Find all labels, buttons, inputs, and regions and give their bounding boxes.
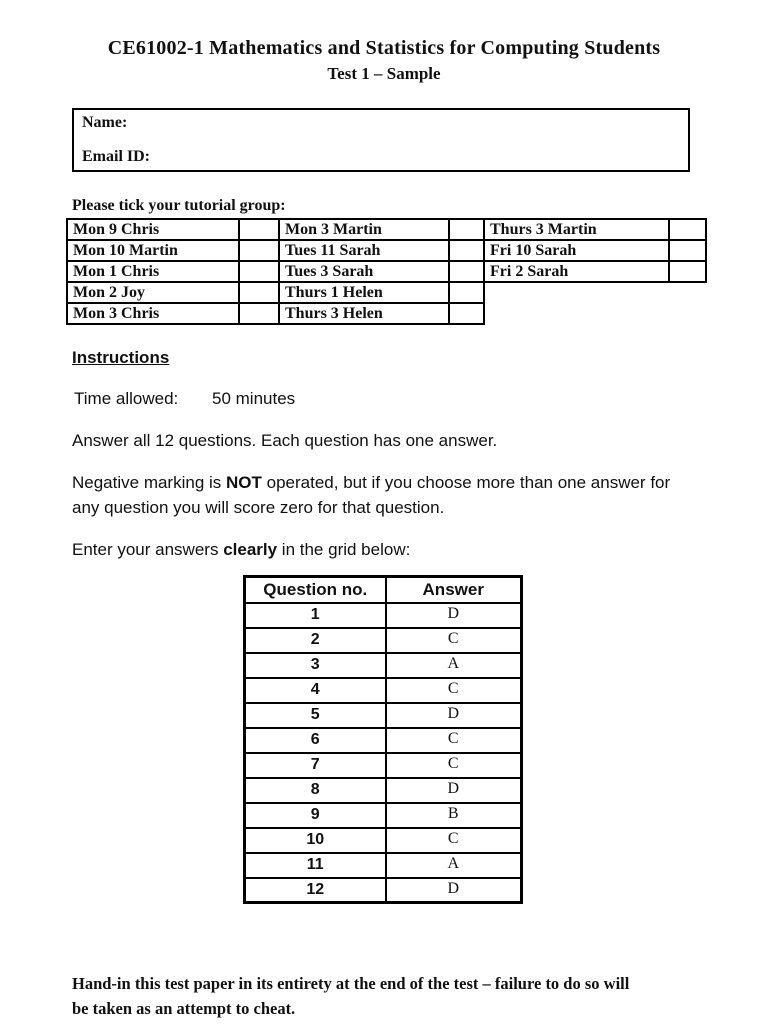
- tutorial-row: [67, 219, 706, 240]
- answer-cell: D: [386, 703, 522, 728]
- empty-cell: [484, 303, 669, 324]
- answer-cell: C: [386, 828, 522, 853]
- instruction-emphasis: NOT: [226, 473, 262, 492]
- answer-cell: C: [386, 728, 522, 753]
- tick-box-cell[interactable]: [449, 240, 484, 261]
- page-title: CE61002-1 Mathematics and Statistics for Computing Students: [107, 37, 661, 59]
- tick-box-cell[interactable]: [449, 219, 484, 240]
- name-email-box[interactable]: [72, 108, 690, 172]
- question-number-cell: 4: [245, 678, 386, 703]
- tick-box-cell[interactable]: [669, 219, 706, 240]
- answer-grid-row: [245, 628, 522, 653]
- tutorial-group-cell: Thurs 3 Helen: [279, 303, 449, 324]
- answer-grid-row: [245, 828, 522, 853]
- tick-box-cell[interactable]: [239, 219, 279, 240]
- question-number-cell: 8: [245, 778, 386, 803]
- page-subtitle: Test 1 – Sample: [327, 64, 441, 83]
- empty-cell: [669, 303, 706, 324]
- instruction-text: in the grid below:: [277, 540, 411, 559]
- tutorial-row: [67, 261, 706, 282]
- answer-cell: C: [386, 678, 522, 703]
- tutorial-row: [67, 240, 706, 261]
- question-number-cell: 9: [245, 803, 386, 828]
- question-number-cell: 12: [245, 878, 386, 903]
- tutorial-group-cell: Mon 3 Martin: [279, 219, 449, 240]
- tutorial-table-body: [67, 219, 706, 324]
- instruction-paragraph: [72, 537, 700, 562]
- instruction-paragraphs: [72, 428, 700, 579]
- tutorial-group-cell: Mon 10 Martin: [67, 240, 239, 261]
- tutorial-group-cell: Mon 3 Chris: [67, 303, 239, 324]
- tutorial-group-cell: Mon 1 Chris: [67, 261, 239, 282]
- hand-in-notice-line1: Hand-in this test paper in its entirety at the end of the test – failure to do so will: [72, 974, 630, 993]
- answer-cell: D: [386, 878, 522, 903]
- instruction-text: Answer all 12 questions. Each question has one answer.: [72, 431, 498, 450]
- instructions-heading: Instructions: [72, 348, 170, 367]
- answer-grid-row: [245, 753, 522, 778]
- tutorial-group-cell: Tues 3 Sarah: [279, 261, 449, 282]
- answer-grid-row: [245, 878, 522, 903]
- instruction-text: Negative marking is: [72, 473, 227, 492]
- time-allowed-label: Time allowed:: [74, 389, 179, 408]
- answer-header: Answer: [386, 577, 522, 603]
- tutorial-group-cell: Tues 11 Sarah: [279, 240, 449, 261]
- hand-in-notice: [72, 971, 722, 1021]
- answer-cell: C: [386, 753, 522, 778]
- answer-grid-row: [245, 803, 522, 828]
- tutorial-group-cell: Fri 10 Sarah: [484, 240, 669, 261]
- tutorial-row: [67, 303, 706, 324]
- answer-grid-body: [245, 603, 522, 903]
- hand-in-notice-line2: be taken as an attempt to cheat.: [72, 999, 296, 1018]
- answer-grid-row: [245, 703, 522, 728]
- answer-grid-row: [245, 728, 522, 753]
- answer-grid-row: [245, 653, 522, 678]
- tutorial-group-cell: Thurs 1 Helen: [279, 282, 449, 303]
- tutorial-group-cell: Mon 9 Chris: [67, 219, 239, 240]
- question-number-cell: 6: [245, 728, 386, 753]
- question-number-cell: 10: [245, 828, 386, 853]
- tutorial-row: [67, 282, 706, 303]
- tutorial-group-cell: Mon 2 Joy: [67, 282, 239, 303]
- tick-box-cell[interactable]: [239, 303, 279, 324]
- answer-grid-row: [245, 778, 522, 803]
- answer-cell: A: [386, 853, 522, 878]
- tutorial-group-table: [66, 218, 707, 325]
- question-number-cell: 1: [245, 603, 386, 628]
- tick-box-cell[interactable]: [449, 303, 484, 324]
- question-number-cell: 5: [245, 703, 386, 728]
- answer-grid-table: [243, 575, 523, 904]
- tick-box-cell[interactable]: [449, 282, 484, 303]
- time-allowed-line: [74, 389, 295, 409]
- tutorial-group-cell: Thurs 3 Martin: [484, 219, 669, 240]
- tick-box-cell[interactable]: [239, 240, 279, 261]
- tick-box-cell[interactable]: [669, 240, 706, 261]
- instruction-text: operated, but if you choose more than one answer for any question you will score zero for that question.: [72, 473, 671, 517]
- name-label: Name:: [82, 114, 128, 131]
- question-number-cell: 7: [245, 753, 386, 778]
- tick-box-cell[interactable]: [239, 261, 279, 282]
- answer-cell: D: [386, 603, 522, 628]
- empty-cell: [669, 282, 706, 303]
- answer-cell: C: [386, 628, 522, 653]
- question-number-cell: 2: [245, 628, 386, 653]
- instruction-text: Enter your answers: [72, 540, 224, 559]
- tick-box-cell[interactable]: [449, 261, 484, 282]
- time-allowed-value: 50 minutes: [212, 389, 296, 408]
- empty-cell: [484, 282, 669, 303]
- answer-cell: A: [386, 653, 522, 678]
- answer-cell: B: [386, 803, 522, 828]
- tick-box-cell[interactable]: [239, 282, 279, 303]
- tutorial-prompt: Please tick your tutorial group:: [72, 197, 286, 214]
- question-number-cell: 11: [245, 853, 386, 878]
- tutorial-group-cell: Fri 2 Sarah: [484, 261, 669, 282]
- answer-grid-row: [245, 678, 522, 703]
- instruction-emphasis: clearly: [223, 540, 278, 559]
- question-no-header: Question no.: [245, 577, 386, 603]
- instruction-paragraph: [72, 470, 700, 520]
- answer-grid-row: [245, 603, 522, 628]
- email-label: Email ID:: [82, 148, 150, 165]
- instruction-paragraph: [72, 428, 700, 453]
- tick-box-cell[interactable]: [669, 261, 706, 282]
- answer-grid-row: [245, 853, 522, 878]
- answer-cell: D: [386, 778, 522, 803]
- question-number-cell: 3: [245, 653, 386, 678]
